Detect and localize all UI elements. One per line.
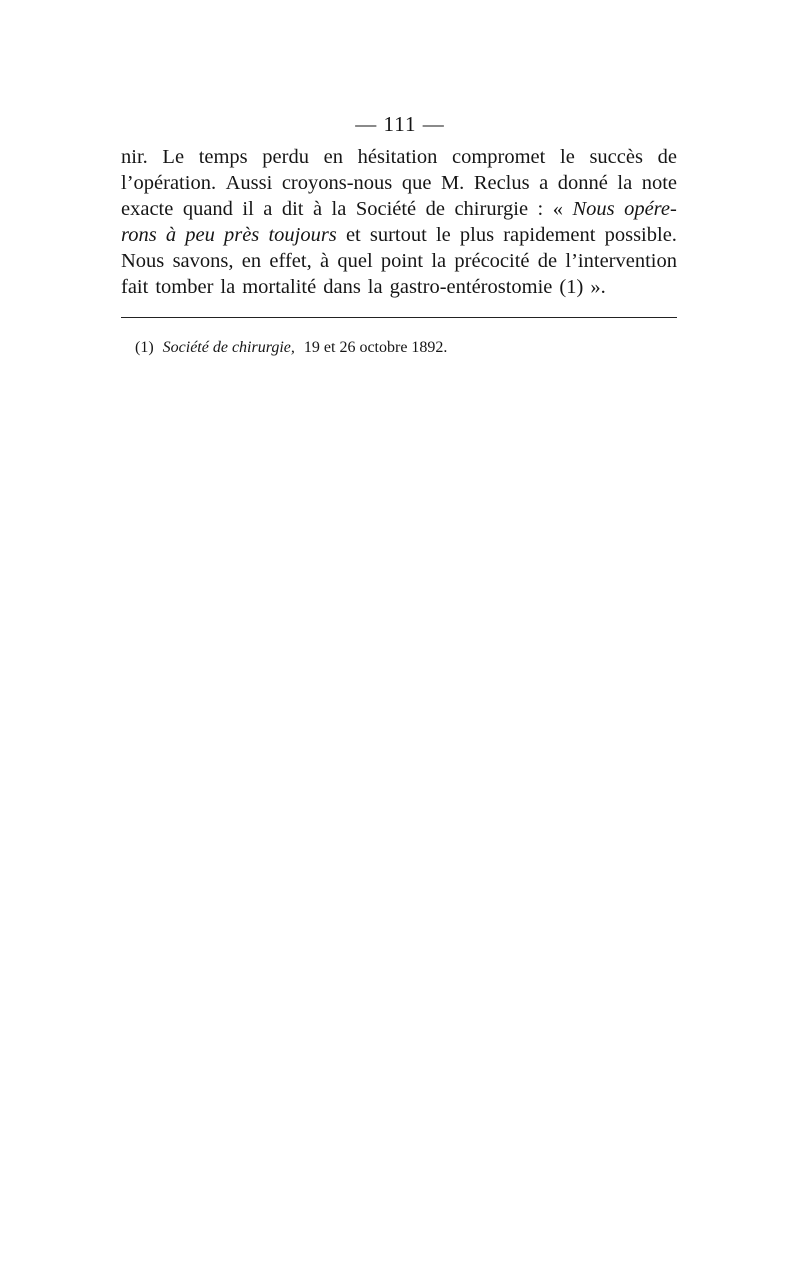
word: l’opération. bbox=[121, 172, 217, 194]
word: quand bbox=[182, 198, 233, 220]
word: hésitation bbox=[357, 146, 438, 168]
footnote-source: Société de chirurgie, bbox=[162, 339, 295, 356]
word: effet, bbox=[269, 250, 312, 272]
word: en bbox=[241, 250, 262, 272]
word: nir. bbox=[121, 146, 148, 168]
word: rapidement bbox=[503, 224, 596, 246]
word: et bbox=[345, 224, 361, 246]
word: Aussi bbox=[225, 172, 273, 194]
word: a bbox=[539, 172, 549, 194]
word: la bbox=[431, 250, 447, 272]
word: à bbox=[319, 250, 330, 272]
word: Nous bbox=[572, 198, 615, 220]
word: « bbox=[552, 198, 563, 220]
text-line bbox=[121, 196, 677, 222]
word: (1) bbox=[559, 276, 584, 298]
word: gastro-entérostomie bbox=[389, 276, 553, 298]
word: succès bbox=[589, 146, 643, 168]
footnote bbox=[135, 337, 452, 359]
text-line bbox=[121, 170, 677, 196]
word: exacte bbox=[121, 198, 174, 220]
word: peu bbox=[185, 224, 215, 246]
word: précocité bbox=[454, 250, 530, 272]
word: ». bbox=[590, 276, 606, 298]
word: point bbox=[380, 250, 424, 272]
word: à bbox=[165, 224, 177, 246]
word: : bbox=[537, 198, 544, 220]
body-paragraph bbox=[121, 144, 677, 300]
word: le bbox=[435, 224, 451, 246]
word: de bbox=[537, 250, 558, 272]
word: dans bbox=[323, 276, 361, 298]
word: la bbox=[220, 276, 236, 298]
word: Le bbox=[162, 146, 185, 168]
word: dit bbox=[281, 198, 304, 220]
text-line bbox=[121, 222, 677, 248]
word: note bbox=[641, 172, 677, 194]
page-number: — 111 — bbox=[355, 112, 445, 136]
word: toujours bbox=[268, 224, 337, 246]
word: le bbox=[560, 146, 575, 168]
text-line bbox=[121, 144, 677, 170]
word: Reclus bbox=[473, 172, 530, 194]
word: tomber bbox=[155, 276, 214, 298]
word: compromet bbox=[451, 146, 546, 168]
word: a bbox=[263, 198, 273, 220]
word: de bbox=[425, 198, 445, 220]
word: savons, bbox=[172, 250, 234, 272]
word: surtout bbox=[369, 224, 427, 246]
word: fait bbox=[121, 276, 149, 298]
word: la bbox=[367, 276, 383, 298]
word: chirurgie bbox=[454, 198, 529, 220]
word: près bbox=[223, 224, 260, 246]
word: la bbox=[331, 198, 347, 220]
word: Nous bbox=[121, 250, 165, 272]
text-line bbox=[121, 274, 677, 300]
word: rons bbox=[121, 224, 157, 246]
word: la bbox=[617, 172, 633, 194]
word: l’intervention bbox=[565, 250, 677, 272]
word: quel bbox=[337, 250, 373, 272]
footnote-dates: 19 et 26 octobre 1892. bbox=[303, 339, 448, 356]
word: plus bbox=[459, 224, 495, 246]
word: possible. bbox=[604, 224, 677, 246]
word: mortalité bbox=[242, 276, 317, 298]
word: il bbox=[242, 198, 254, 220]
word: que bbox=[401, 172, 432, 194]
word: à bbox=[312, 198, 323, 220]
word: perdu bbox=[262, 146, 309, 168]
word: M. bbox=[440, 172, 465, 194]
word: donné bbox=[557, 172, 608, 194]
footnote-marker: (1) bbox=[135, 339, 154, 356]
word: de bbox=[657, 146, 677, 168]
text-line bbox=[121, 248, 677, 274]
word: croyons-nous bbox=[281, 172, 393, 194]
footnote-divider bbox=[121, 317, 677, 318]
word: temps bbox=[198, 146, 248, 168]
word: Société bbox=[355, 198, 417, 220]
word: opére- bbox=[624, 198, 677, 220]
word: en bbox=[323, 146, 343, 168]
